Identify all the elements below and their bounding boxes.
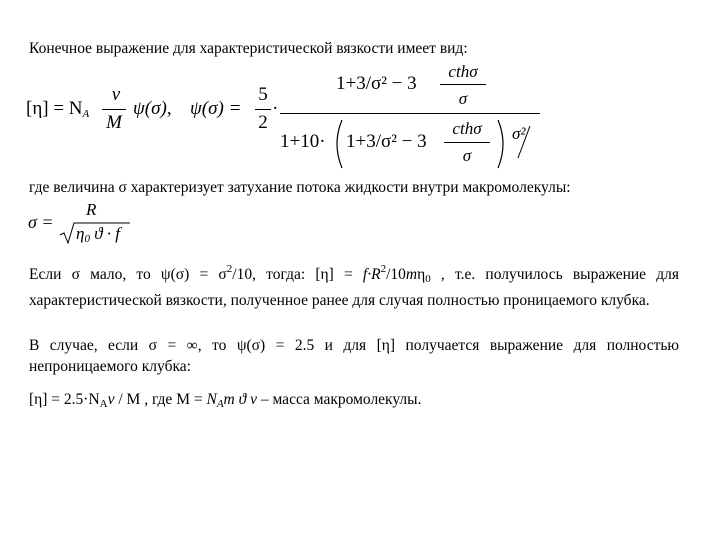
p3-t1: Если σ мало, то ψ(σ) = σ bbox=[29, 266, 227, 283]
psi-def: ψ(σ) = bbox=[190, 98, 242, 119]
eta-bracket: [η] = N bbox=[26, 98, 83, 119]
sigma-num-r: R bbox=[86, 200, 97, 219]
p5-t2: v bbox=[107, 391, 115, 408]
p5-sub1: A bbox=[99, 398, 108, 410]
main-frac-bar bbox=[280, 113, 540, 114]
p3-sup1: 2 bbox=[226, 263, 233, 275]
num-cth: cthσ bbox=[448, 62, 478, 81]
p5-t5: m ϑ v bbox=[223, 391, 257, 408]
five-num: 5 bbox=[258, 84, 268, 105]
frac-bar bbox=[102, 109, 126, 110]
five-halves-bar bbox=[255, 109, 271, 110]
den-inner-expr: 1+3/σ² − 3 bbox=[346, 131, 427, 152]
p5-t3: / M , где M = bbox=[114, 391, 207, 408]
den-cth: cthσ bbox=[452, 119, 482, 138]
two-den: 2 bbox=[258, 112, 268, 133]
para-final-formula bbox=[29, 389, 689, 415]
num-cth-bar bbox=[440, 84, 486, 85]
frac-num-v: v bbox=[111, 84, 121, 105]
den-eta-sub: 0 bbox=[84, 233, 90, 245]
p5-t6: – масса макромолекулы. bbox=[256, 391, 422, 408]
para-sigma-def: где величина σ характеризует затухание потока жидкости внутри макромолекулы: bbox=[29, 179, 571, 196]
p5-sub2: A bbox=[216, 398, 224, 410]
p3-sup2: 2 bbox=[380, 263, 387, 275]
den-eta: η bbox=[76, 224, 85, 243]
p3-sub1: 0 bbox=[425, 273, 431, 285]
psi-part: ψ(σ), bbox=[133, 98, 172, 119]
p3-t4: /10 bbox=[386, 266, 406, 283]
den-cth-den: σ bbox=[462, 146, 472, 165]
sigma-den bbox=[76, 224, 120, 245]
p3-t6: η bbox=[417, 266, 426, 283]
p5-t4: N bbox=[206, 391, 217, 408]
avogadro-sub: A bbox=[82, 108, 90, 120]
den-tail-sigma2: σ² bbox=[512, 124, 526, 143]
big-frac-num-expr: 1+3/σ² − 3 bbox=[336, 73, 417, 94]
p3-t2: /10, тогда: [η] = bbox=[232, 266, 363, 283]
dot-mult: · bbox=[272, 98, 279, 119]
num-cth-den: σ bbox=[458, 89, 468, 108]
para-small-sigma bbox=[29, 259, 679, 311]
p3-t5: m bbox=[405, 266, 418, 283]
p3-t7: , т.е. получилось выражение для характеристической вязкости, полученное ранее для случая полностью проницаемого клубка. bbox=[29, 266, 679, 309]
den-prefix: 1+10· bbox=[280, 131, 326, 152]
p5-t1: [η] = 2.5·N bbox=[29, 391, 100, 408]
formula-eta-lhs bbox=[26, 98, 89, 120]
p3-t3: f·R bbox=[362, 266, 381, 283]
heading-text: Конечное выражение для характеристической вязкости имеет вид: bbox=[29, 40, 468, 57]
para-infinite-sigma: В случае, если σ = ∞, то ψ(σ) = 2.5 и для [η] получается выражение для полностью непроницаемого клубка: bbox=[29, 337, 679, 375]
den-rest: ϑ · f bbox=[94, 224, 121, 243]
sigma-lhs: σ = bbox=[28, 212, 54, 232]
frac-den-m: M bbox=[106, 112, 122, 133]
den-cth-bar bbox=[444, 142, 490, 143]
